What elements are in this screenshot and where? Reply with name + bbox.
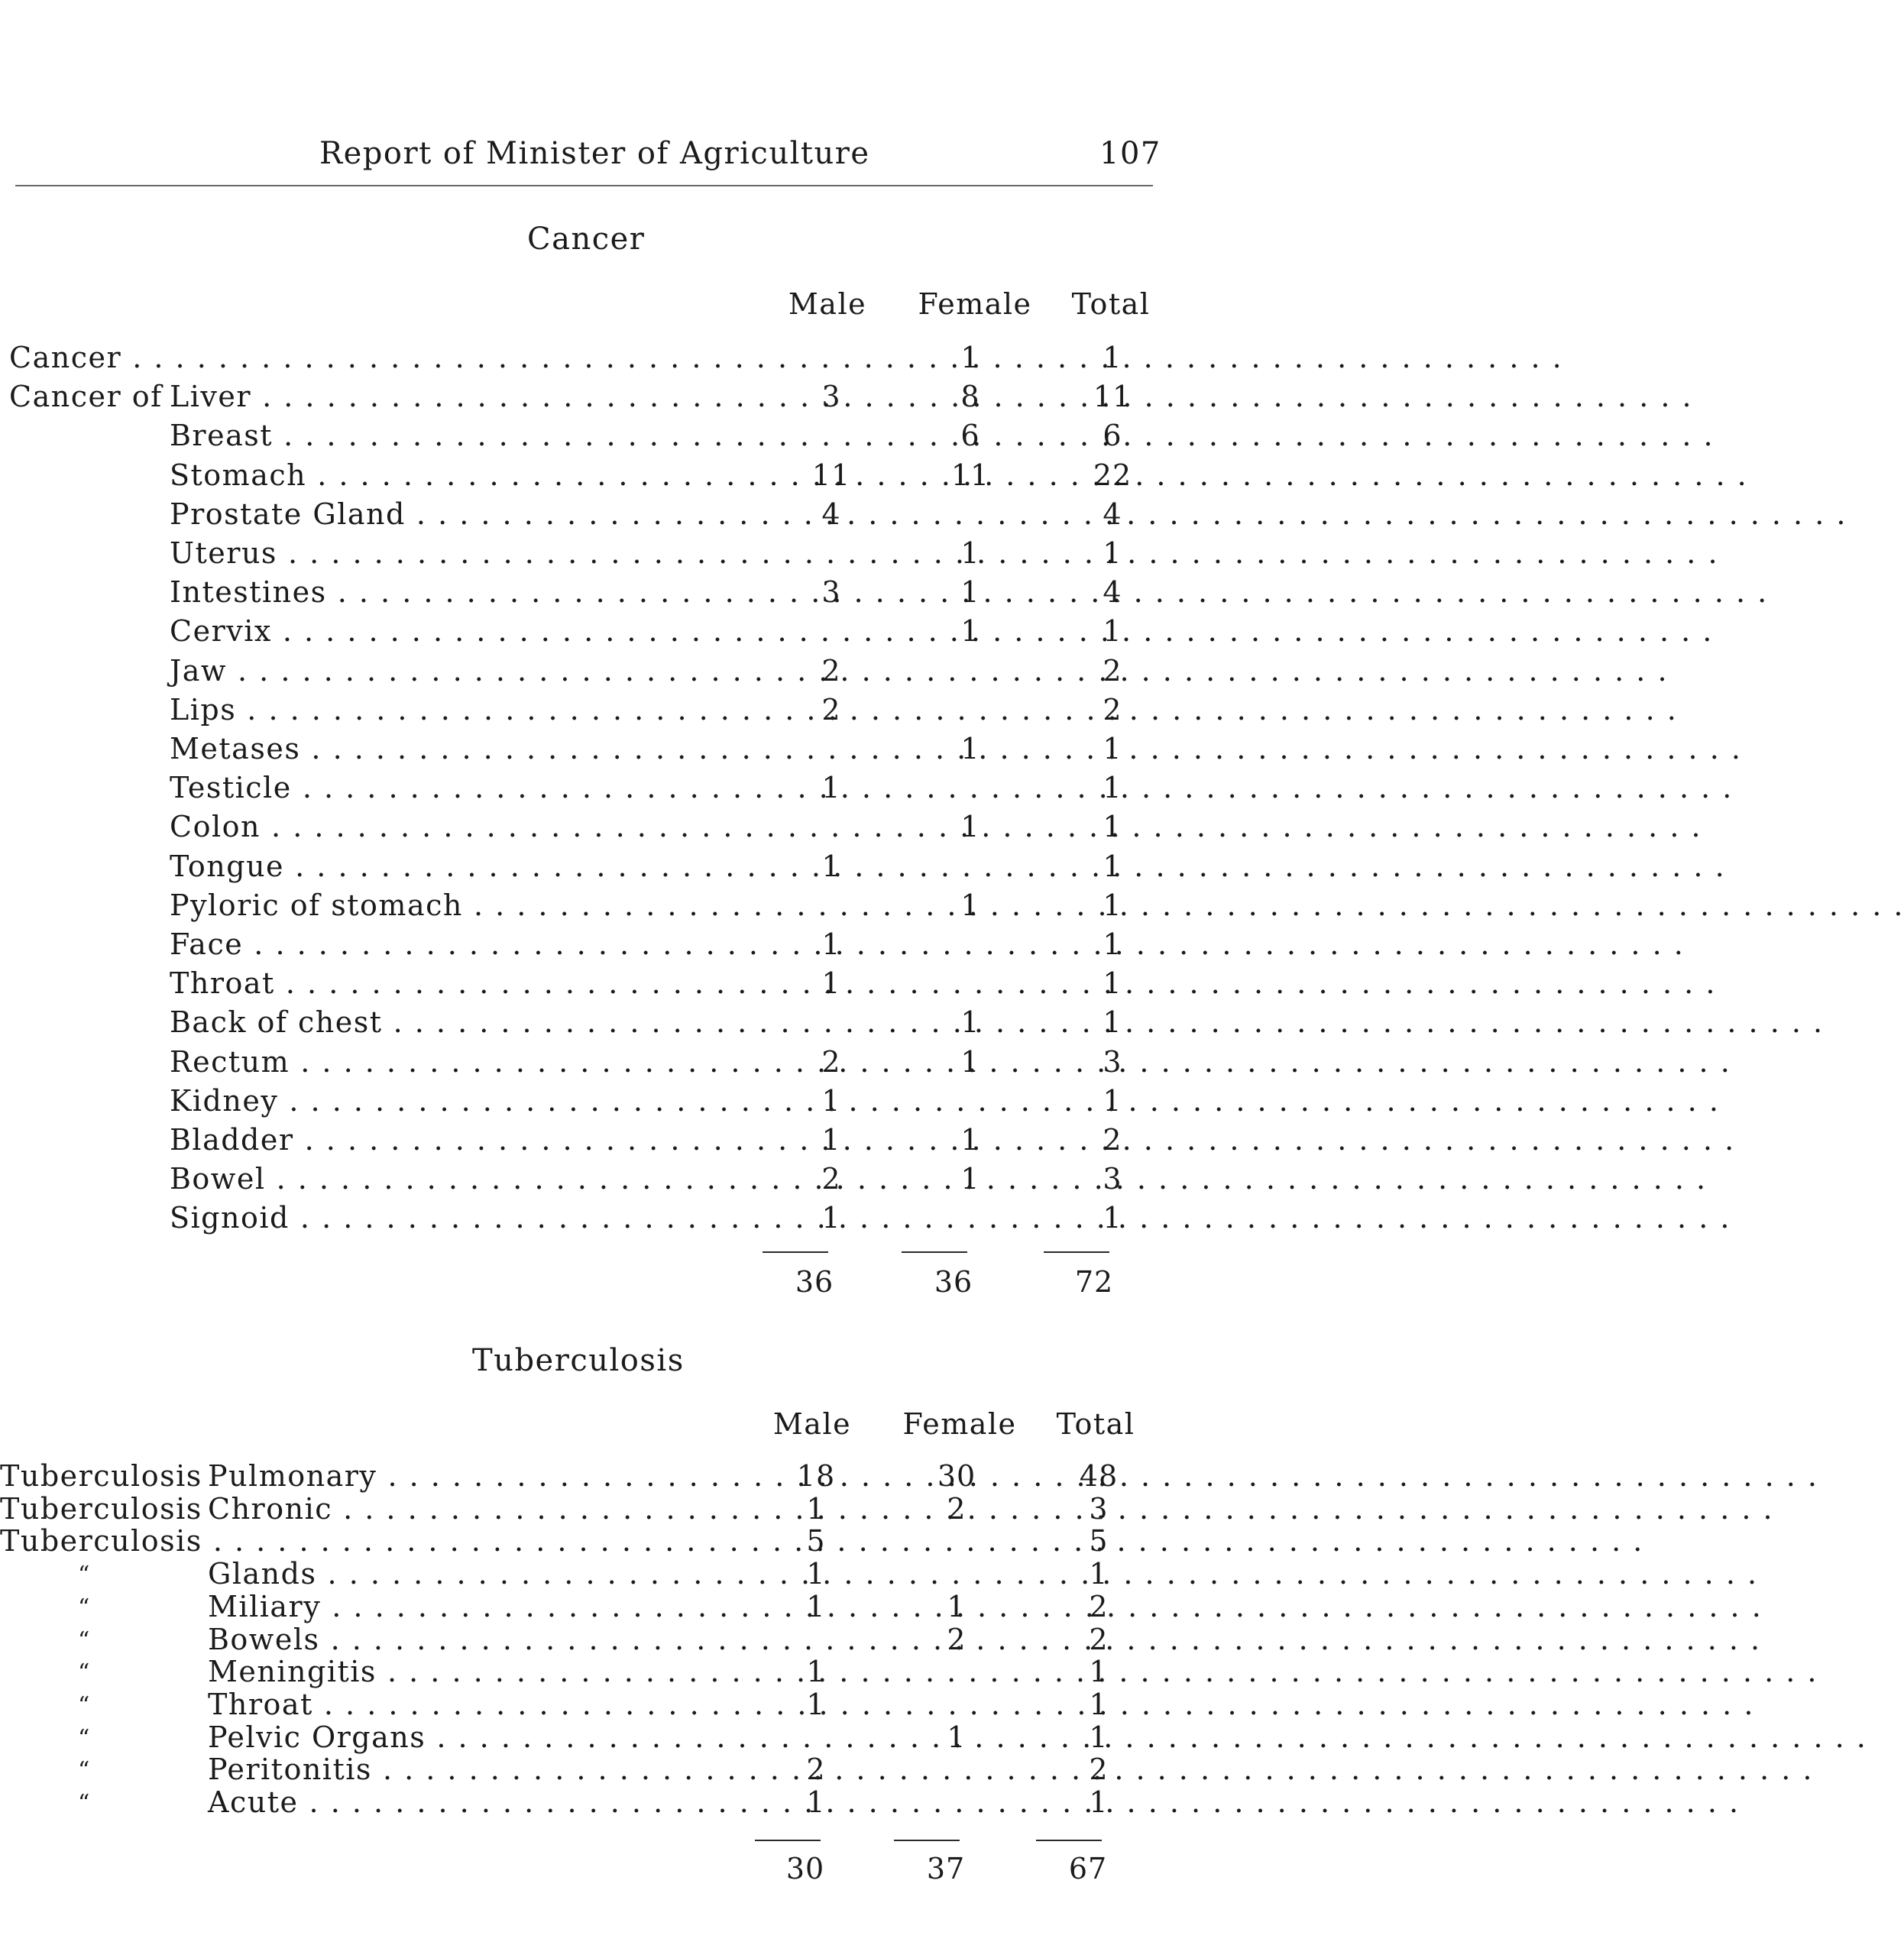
cancer-total-female: 36	[934, 1265, 973, 1299]
cell-male: 18	[796, 1459, 836, 1493]
cell-male: 1	[806, 1785, 826, 1819]
cell-male: 4	[821, 497, 841, 531]
cancer-col-female: Female	[918, 287, 1032, 321]
cell-male: 1	[806, 1655, 826, 1689]
cell-female: 1	[960, 1123, 980, 1157]
tuberculosis-title: Tuberculosis	[472, 1343, 685, 1378]
table-row	[0, 850, 1153, 888]
row-label: Bowel . . .	[170, 1162, 772, 1196]
cell-total: 1	[1089, 1720, 1109, 1754]
table-row	[0, 614, 1153, 652]
table-row	[0, 458, 1153, 497]
cell-male: 2	[821, 692, 841, 727]
cell-female: 8	[960, 380, 980, 414]
row-label: Back of chest . . .	[170, 1005, 772, 1039]
row-label: Acute . . .	[208, 1785, 756, 1819]
cell-total: 1	[1103, 966, 1122, 1001]
cell-male: 1	[806, 1557, 826, 1591]
cell-total: 1	[1103, 888, 1122, 922]
cell-male: 11	[811, 458, 851, 492]
cell-female: 1	[947, 1589, 967, 1623]
cell-female: 6	[960, 419, 980, 453]
row-prefix: Cancer of	[9, 380, 163, 414]
cell-total: 2	[1103, 653, 1122, 688]
row-label: Pyloric of stomach . . .	[170, 888, 772, 922]
tuberculosis-total-female: 37	[926, 1852, 966, 1885]
ditto-mark: “	[78, 1626, 91, 1654]
table-row	[0, 810, 1153, 848]
cell-total: 2	[1089, 1622, 1109, 1656]
row-label: Testicle . . .	[170, 771, 772, 804]
cell-total: 1	[1089, 1687, 1109, 1721]
table-row	[0, 1084, 1153, 1122]
cell-male: 1	[821, 966, 841, 1001]
row-prefix: Tuberculosis	[0, 1459, 202, 1493]
tuberculosis-col-total: Total	[1056, 1407, 1135, 1441]
cell-total: 2	[1103, 692, 1122, 727]
cell-male: 1	[821, 927, 841, 961]
table-row	[0, 497, 1153, 536]
cell-total: 1	[1103, 732, 1122, 765]
cell-female: 1	[960, 1162, 980, 1196]
cell-total: 1	[1103, 1201, 1122, 1235]
ditto-mark: “	[78, 1594, 91, 1621]
ditto-mark: “	[78, 1790, 91, 1817]
cell-male: 2	[821, 653, 841, 688]
cell-female: 30	[937, 1459, 976, 1493]
cancer-total-total-rule	[1044, 1251, 1109, 1253]
table-row	[0, 341, 1153, 379]
cell-female: 1	[960, 810, 980, 844]
tuberculosis-total-total-rule	[1036, 1840, 1102, 1841]
row-label: Stomach . . .	[170, 458, 772, 492]
cell-female: 2	[947, 1491, 967, 1526]
tuberculosis-col-female: Female	[902, 1407, 1017, 1441]
cell-male: 1	[806, 1491, 826, 1526]
row-label: Tuberculosis . . .	[0, 1524, 756, 1558]
tuberculosis-total-male: 30	[785, 1852, 825, 1885]
cell-total: 3	[1103, 1162, 1122, 1196]
cell-female: 1	[960, 1005, 980, 1040]
table-row	[0, 575, 1153, 613]
table-row	[0, 1162, 1153, 1200]
cancer-col-total: Total	[1071, 287, 1151, 321]
row-label: Cervix . . .	[170, 614, 772, 648]
table-row	[0, 536, 1153, 575]
cell-female: 1	[960, 888, 980, 922]
cell-male: 3	[821, 380, 841, 414]
cancer-male-total-rule	[763, 1251, 828, 1253]
ditto-mark: “	[78, 1724, 91, 1752]
cell-male: 1	[821, 849, 841, 883]
cell-male: 2	[821, 1162, 841, 1196]
cell-male: 1	[821, 1083, 841, 1118]
table-row	[0, 1045, 1153, 1083]
row-label: Colon . . .	[170, 810, 772, 843]
row-label: Breast . . .	[170, 419, 772, 452]
row-label: Intestines . . .	[170, 575, 772, 609]
header-rule	[15, 185, 1153, 186]
row-label: Prostate Gland . . .	[170, 497, 772, 531]
cell-male: 1	[806, 1589, 826, 1623]
cancer-female-total-rule	[902, 1251, 967, 1253]
table-row	[0, 771, 1153, 809]
tuberculosis-male-total-rule	[755, 1840, 821, 1841]
table-row	[0, 654, 1153, 692]
cell-total: 48	[1079, 1459, 1119, 1493]
cell-total: 5	[1089, 1524, 1109, 1558]
tuberculosis-col-male: Male	[772, 1407, 852, 1441]
cell-female: 1	[960, 614, 980, 649]
cell-total: 3	[1089, 1491, 1109, 1526]
cell-total: 1	[1103, 1005, 1122, 1040]
ditto-mark: “	[78, 1562, 91, 1589]
row-label: Chronic . . .	[208, 1492, 756, 1526]
cell-total: 11	[1093, 380, 1132, 414]
row-label: Bowels . . .	[208, 1623, 756, 1656]
running-head: Report of Minister of Agriculture	[319, 136, 870, 171]
cell-male: 2	[806, 1753, 826, 1787]
cell-female: 2	[947, 1622, 967, 1656]
cancer-title: Cancer	[527, 222, 646, 257]
cell-female: 1	[960, 732, 980, 765]
cell-total: 4	[1103, 575, 1122, 610]
row-label: Meningitis . . .	[208, 1655, 756, 1688]
row-label: Miliary . . .	[208, 1590, 756, 1623]
cell-total: 2	[1089, 1753, 1109, 1787]
cell-female: 1	[960, 536, 980, 570]
cell-total: 2	[1089, 1589, 1109, 1623]
table-row	[0, 1785, 1153, 1824]
cell-male: 5	[806, 1524, 826, 1558]
row-label: Throat . . .	[208, 1688, 756, 1721]
cell-female: 1	[947, 1720, 967, 1754]
cell-total: 1	[1103, 1083, 1122, 1118]
cell-male: 1	[806, 1687, 826, 1721]
cell-male: 3	[821, 575, 841, 610]
cancer-total-total: 72	[1074, 1265, 1114, 1299]
cell-male: 1	[821, 771, 841, 805]
cell-total: 3	[1103, 1044, 1122, 1079]
table-row	[0, 380, 1153, 418]
row-prefix: Tuberculosis	[0, 1491, 202, 1526]
row-label: Peritonitis . . .	[208, 1753, 756, 1786]
cell-total: 2	[1103, 1123, 1122, 1157]
cell-female: 1	[960, 341, 980, 374]
table-row	[0, 1005, 1153, 1044]
ditto-mark: “	[78, 1757, 91, 1785]
row-label: Liver . . .	[170, 380, 772, 413]
table-row	[0, 888, 1153, 927]
row-label: Signoid . . .	[170, 1201, 772, 1235]
tuberculosis-female-total-rule	[894, 1840, 960, 1841]
row-label: Glands . . .	[208, 1557, 756, 1591]
row-label: Face . . .	[170, 927, 772, 961]
cell-total: 1	[1103, 927, 1122, 961]
cell-male: 1	[821, 1201, 841, 1235]
table-row	[0, 966, 1153, 1005]
cell-total: 1	[1089, 1785, 1109, 1819]
ditto-mark: “	[78, 1691, 91, 1719]
row-label: Pulmonary . . .	[208, 1459, 756, 1493]
cell-total: 1	[1103, 614, 1122, 649]
cell-male: 1	[821, 1123, 841, 1157]
table-row	[0, 693, 1153, 731]
row-label: Lips . . .	[170, 693, 772, 727]
cell-total: 1	[1103, 849, 1122, 883]
row-label: Tongue . . .	[170, 850, 772, 883]
page-header	[0, 136, 1161, 182]
cell-female: 1	[960, 1044, 980, 1079]
table-row	[0, 732, 1153, 770]
row-label: Bladder . . .	[170, 1123, 772, 1157]
cancer-total-male: 36	[795, 1265, 834, 1299]
cancer-col-male: Male	[788, 287, 867, 321]
table-row	[0, 1123, 1153, 1161]
row-label: Jaw . . .	[170, 654, 772, 688]
cell-female: 11	[950, 458, 990, 492]
cell-total: 1	[1103, 810, 1122, 844]
cell-total: 1	[1103, 536, 1122, 570]
row-label: Cancer . . .	[9, 341, 772, 374]
row-label: Pelvic Organs . . .	[208, 1720, 756, 1754]
cell-total: 6	[1103, 419, 1122, 453]
table-row	[0, 419, 1153, 457]
row-label: Metases . . .	[170, 732, 772, 765]
cell-total: 22	[1093, 458, 1132, 492]
page-number: 107	[1099, 136, 1161, 171]
row-label: Rectum . . .	[170, 1045, 772, 1079]
row-label: Kidney . . .	[170, 1084, 772, 1118]
tuberculosis-total-total: 67	[1068, 1852, 1108, 1885]
cell-total: 1	[1089, 1557, 1109, 1591]
table-row	[0, 1201, 1153, 1239]
cell-total: 1	[1103, 341, 1122, 374]
cell-total: 1	[1103, 771, 1122, 805]
cell-male: 2	[821, 1044, 841, 1079]
cell-total: 1	[1089, 1655, 1109, 1689]
row-label: Uterus . . .	[170, 536, 772, 570]
cell-female: 1	[960, 575, 980, 610]
ditto-mark: “	[78, 1659, 91, 1687]
cell-total: 4	[1103, 497, 1122, 531]
table-row	[0, 927, 1153, 966]
row-label: Throat . . .	[170, 966, 772, 1000]
